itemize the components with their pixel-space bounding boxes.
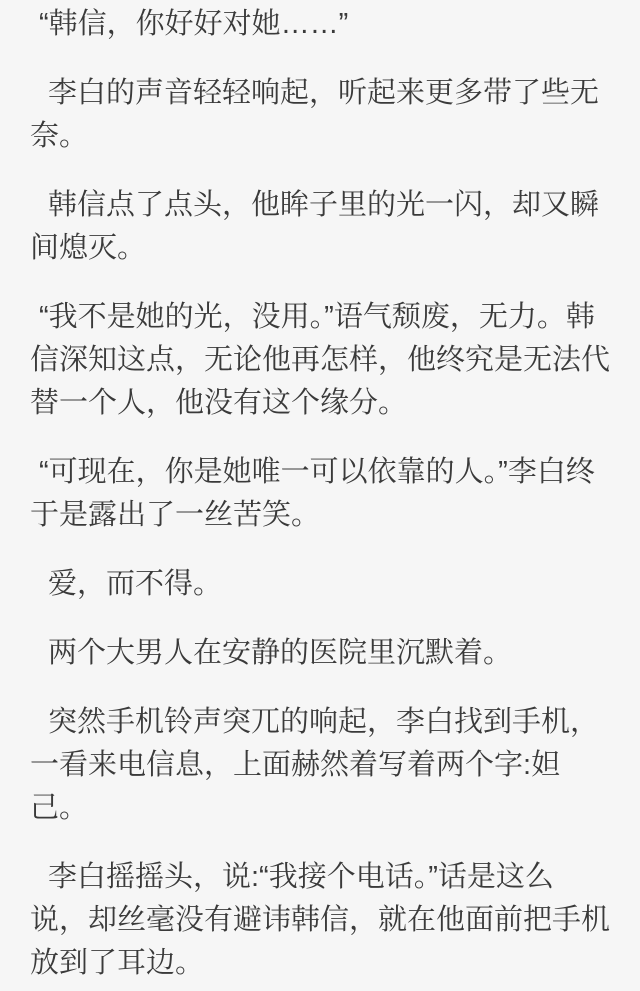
paragraph: 韩信点了点头，他眸子里的光一闪，却又瞬间熄灭。 [30,189,600,264]
paragraph: “我不是她的光，没用。”语气颓废，无力。韩信深知这点，无论他再怎样，他终究是无法代替一个人，他没有这个缘分。 [30,301,611,419]
paragraph-list [30,3,610,985]
paragraph: 李白的声音轻轻响起，听起来更多带了些无奈。 [30,77,600,152]
paragraph: 两个大男人在安静的医院里沉默着。 [48,637,513,669]
paragraph: 突然手机铃声突兀的响起，李白找到手机，一看来电信息，上面赫然着写着两个字:妲己。 [30,706,600,824]
paragraph: “韩信，你好好对她……” [39,8,349,40]
paragraph: “可现在，你是她唯一可以依靠的人。”李白终于是露出了一丝苦笑。 [30,456,595,531]
paragraph: 李白摇摇头，说:“我接个电话。”话是这么说，却丝毫没有避讳韩信，就在他面前把手机放到了耳边。 [30,861,611,979]
paragraph: 爱，而不得。 [48,568,223,600]
